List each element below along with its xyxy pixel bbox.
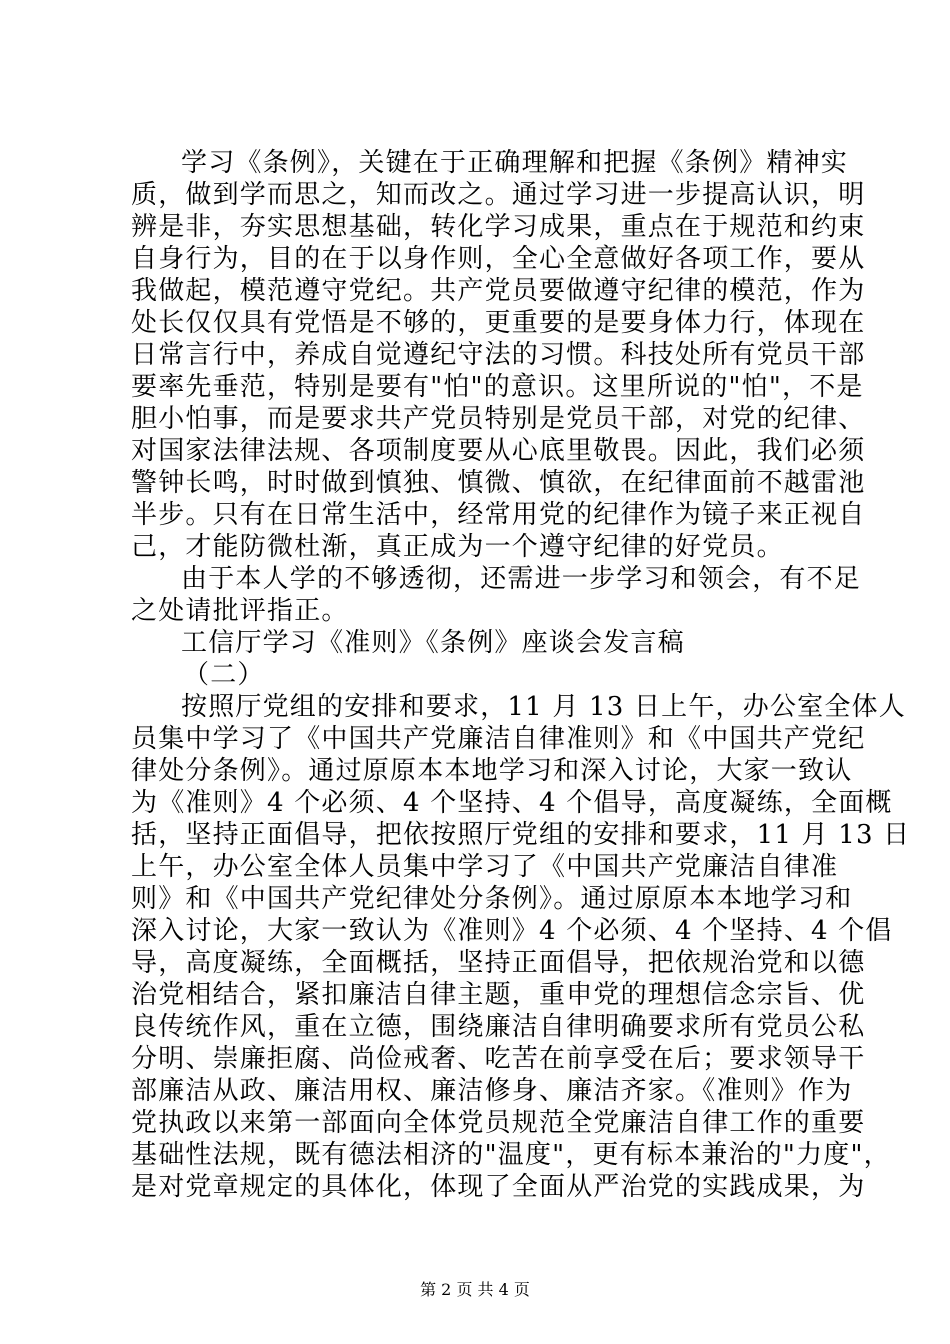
paragraph-line: 治党相结合，紧扣廉洁自律主题，重申党的理想信念宗旨、优 bbox=[131, 980, 866, 1010]
paragraph-line: 括，坚持正面倡导，把依按照厅党组的安排和要求，11 月 13 日 bbox=[131, 820, 911, 850]
paragraph-line: 半步。只有在日常生活中，经常用党的纪律作为镜子来正视自 bbox=[131, 500, 866, 530]
paragraph-line: 党执政以来第一部面向全体党员规范全党廉洁自律工作的重要 bbox=[131, 1108, 866, 1138]
paragraph-line: 处长仅仅具有党悟是不够的，更重要的是要身体力行，体现在 bbox=[131, 308, 866, 338]
paragraph-line: 由于本人学的不够透彻，还需进一步学习和领会，有不足 bbox=[181, 564, 862, 594]
paragraph-line: 分明、崇廉拒腐、尚俭戒奢、吃苦在前享受在后；要求领导干 bbox=[131, 1044, 866, 1074]
paragraph-line: 深入讨论，大家一致认为《准则》4 个必须、4 个坚持、4 个倡 bbox=[131, 916, 893, 946]
paragraph-line: 律处分条例》。通过原原本本地学习和深入讨论，大家一致认 bbox=[131, 756, 853, 786]
paragraph-line: 为《准则》4 个必须、4 个坚持、4 个倡导，高度凝练，全面概 bbox=[131, 788, 893, 818]
paragraph-line: 己，才能防微杜渐，真正成为一个遵守纪律的好党员。 bbox=[131, 532, 784, 562]
paragraph-line: 上午，办公室全体人员集中学习了《中国共产党廉洁自律准 bbox=[131, 852, 839, 882]
paragraph-line: 要率先垂范，特别是要有"怕"的意识。这里所说的"怕"，不是 bbox=[131, 372, 864, 402]
paragraph-line: 员集中学习了《中国共产党廉洁自律准则》和《中国共产党纪 bbox=[131, 724, 866, 754]
paragraph-line: 辨是非，夯实思想基础，转化学习成果，重点在于规范和约束 bbox=[131, 212, 866, 242]
paragraph-line: 胆小怕事，而是要求共产党员特别是党员干部，对党的纪律、 bbox=[131, 404, 866, 434]
paragraph-line: 警钟长鸣，时时做到慎独、慎微、慎欲，在纪律面前不越雷池 bbox=[131, 468, 866, 498]
paragraph-line: 学习《条例》，关键在于正确理解和把握《条例》精神实 bbox=[181, 148, 849, 178]
paragraph-line: 质，做到学而思之，知而改之。通过学习进一步提高认识，明 bbox=[131, 180, 866, 210]
document-body bbox=[131, 147, 911, 1203]
paragraph-line: 是对党章规定的具体化，体现了全面从严治党的实践成果，为 bbox=[131, 1172, 866, 1202]
paragraph-line: 之处请批评指正。 bbox=[131, 596, 349, 626]
paragraph-line: 部廉洁从政、廉洁用权、廉洁修身、廉洁齐家。《准则》作为 bbox=[131, 1076, 853, 1106]
paragraph-line: 日常言行中，养成自觉遵纪守法的习惯。科技处所有党员干部 bbox=[131, 340, 866, 370]
paragraph-line: 按照厅党组的安排和要求，11 月 13 日上午，办公室全体人 bbox=[181, 692, 906, 722]
section-subtitle: （二） bbox=[183, 660, 265, 690]
paragraph-line: 我做起，模范遵守党纪。共产党员要做遵守纪律的模范，作为 bbox=[131, 276, 866, 306]
paragraph-line: 自身行为，目的在于以身作则，全心全意做好各项工作，要从 bbox=[131, 244, 866, 274]
paragraph-line: 则》和《中国共产党纪律处分条例》。通过原原本本地学习和 bbox=[131, 884, 853, 914]
page-number: 第 2 页 共 4 页 bbox=[420, 1280, 530, 1299]
paragraph-line: 良传统作风，重在立德，围绕廉洁自律明确要求所有党员公私 bbox=[131, 1012, 866, 1042]
paragraph-line: 导，高度凝练，全面概括，坚持正面倡导，把依规治党和以德 bbox=[131, 948, 866, 978]
section-title: 工信厅学习《准则》《条例》座谈会发言稿 bbox=[181, 628, 685, 658]
paragraph-line: 基础性法规，既有德法相济的"温度"，更有标本兼治的"力度"， bbox=[131, 1140, 891, 1170]
paragraph-line: 对国家法律法规、各项制度要从心底里敬畏。因此，我们必须 bbox=[131, 436, 866, 466]
